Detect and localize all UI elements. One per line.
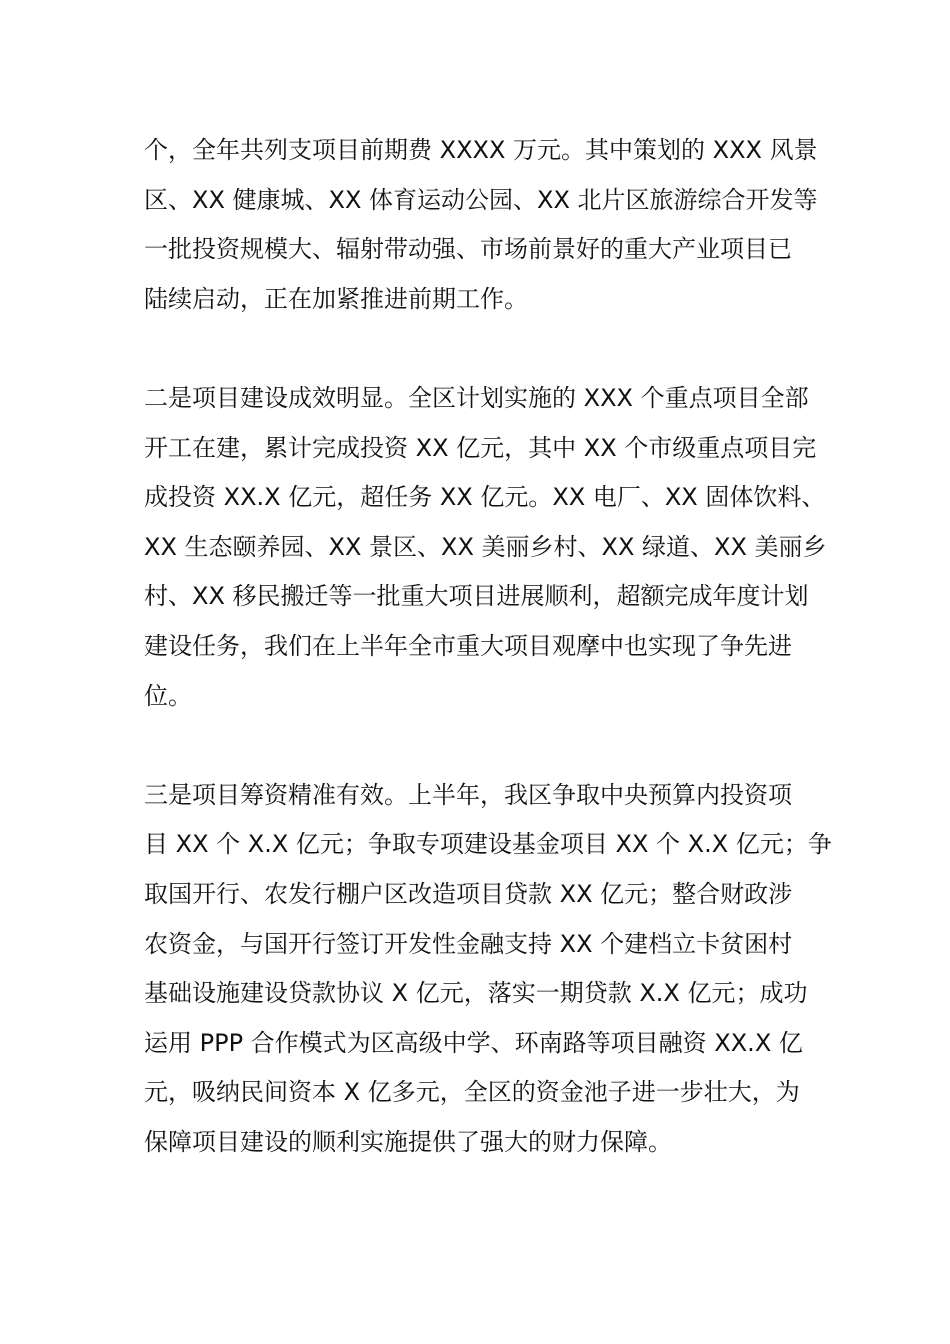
- text-line: 保障项目建设的顺利实施提供了强大的财力保障。: [144, 1127, 672, 1156]
- text-line: 三是项目筹资精准有效。上半年，我区争取中央预算内投资项: [144, 780, 792, 809]
- text-line: 取国开行、农发行棚户区改造项目贷款 XX 亿元；整合财政涉: [144, 879, 793, 908]
- text-line: 二是项目建设成效明显。全区计划实施的 XXX 个重点项目全部: [144, 383, 809, 412]
- paragraph-3: [144, 771, 832, 1168]
- paragraph-2: [144, 374, 827, 721]
- text-line: 陆续启动，正在加紧推进前期工作。: [144, 284, 528, 313]
- text-line: 位。: [144, 681, 192, 710]
- paragraph-spacer: [144, 721, 824, 771]
- text-line: 个，全年共列支项目前期费 XXXX 万元。其中策划的 XXX 风景: [144, 136, 818, 164]
- text-line: 元，吸纳民间资本 X 亿多元，全区的资金池子进一步壮大，为: [144, 1078, 800, 1107]
- text-line: 区、XX 健康城、XX 体育运动公园、XX 北片区旅游综合开发等: [144, 185, 818, 214]
- text-line: 成投资 XX.X 亿元，超任务 XX 亿元。XX 电厂、XX 固体饮料、: [144, 483, 826, 512]
- text-line: 运用 PPP 合作模式为区高级中学、环南路等项目融资 XX.X 亿: [144, 1028, 803, 1057]
- text-line: 目 XX 个 X.X 亿元；争取专项建设基金项目 XX 个 X.X 亿元；争: [144, 830, 832, 859]
- text-line: 基础设施建设贷款协议 X 亿元，落实一期贷款 X.X 亿元；成功: [144, 979, 808, 1008]
- text-line: 建设任务，我们在上半年全市重大项目观摩中也实现了争先进: [144, 631, 792, 660]
- text-line: 开工在建，累计完成投资 XX 亿元，其中 XX 个市级重点项目完: [144, 433, 817, 462]
- text-line: XX 生态颐养园、XX 景区、XX 美丽乡村、XX 绿道、XX 美丽乡: [144, 532, 827, 561]
- paragraph-1: [144, 126, 824, 324]
- text-line: 农资金，与国开行签订开发性金融支持 XX 个建档立卡贫困村: [144, 929, 793, 958]
- paragraph-spacer: [144, 324, 824, 374]
- document-body: [144, 126, 832, 1167]
- text-line: 一批投资规模大、辐射带动强、市场前景好的重大产业项目已: [144, 235, 792, 264]
- text-line: 村、XX 移民搬迁等一批重大项目进展顺利，超额完成年度计划: [144, 582, 809, 611]
